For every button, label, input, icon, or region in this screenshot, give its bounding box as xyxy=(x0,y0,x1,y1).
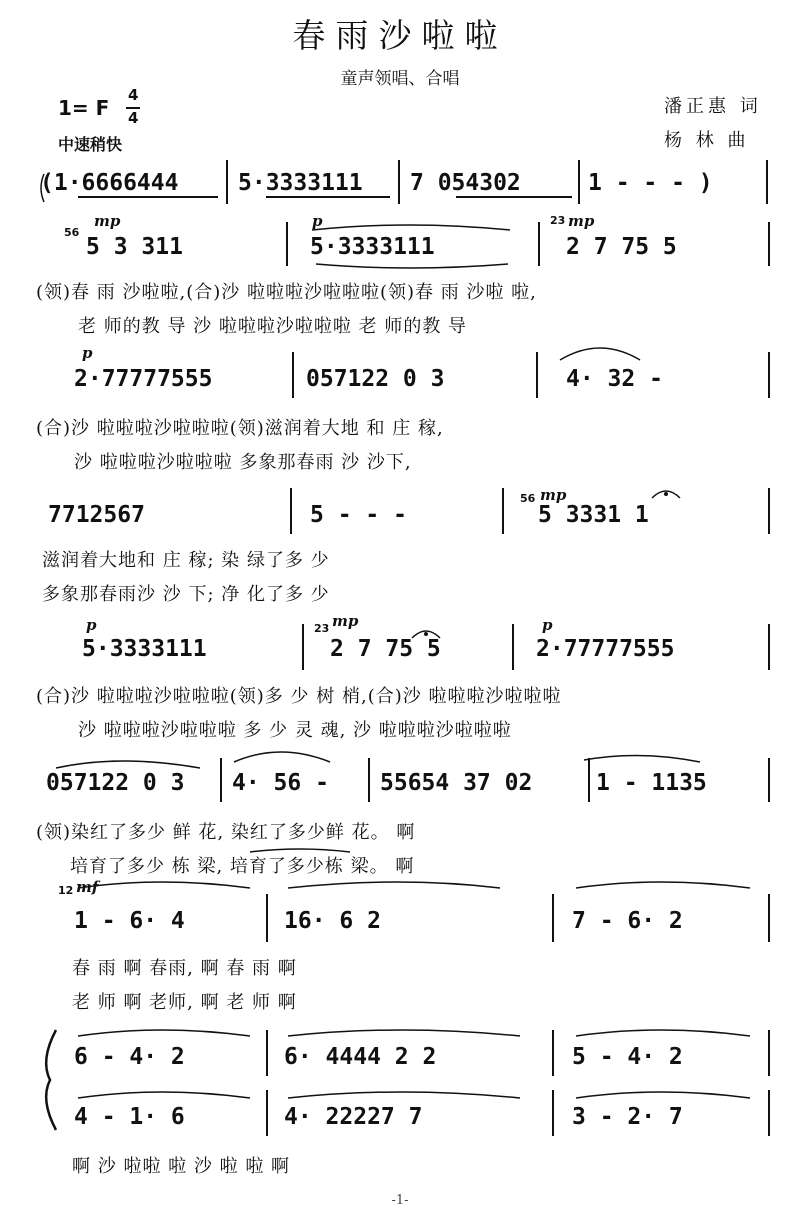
measure-3-2: 057122 0 3 xyxy=(306,366,445,392)
tempo-marking: 中速稍快 xyxy=(58,135,123,154)
lyric-line-2: 培育了多少 栋 梁, 培育了多少栋 梁。 啊 xyxy=(70,856,415,877)
dynamic-mf: mf xyxy=(76,878,99,896)
slur xyxy=(288,1092,520,1098)
slur xyxy=(584,755,700,762)
lyric-line-2: 老 师的教 导 沙 啦啦啦沙啦啦啦 老 师的教 导 xyxy=(78,316,468,337)
slur xyxy=(56,761,200,768)
slur xyxy=(78,882,250,888)
measure-4-2: 5 - - - xyxy=(310,502,407,528)
measure-2-3: 2 7 75 5 xyxy=(566,234,677,260)
measure-8-2: 6· 4444 2 2 xyxy=(284,1044,437,1070)
measure-5-2: 2 7 75 5 xyxy=(330,636,441,662)
time-signature-bottom: 4 xyxy=(128,109,139,127)
measure-8-3: 5 - 4· 2 xyxy=(572,1044,683,1070)
measure-2-2: 5·3333111 xyxy=(310,234,435,260)
grace-note: 23 xyxy=(550,214,566,227)
lyric-line-2: 老 师 啊 老师, 啊 老 师 啊 xyxy=(72,992,297,1013)
measure-5-1: 5·3333111 xyxy=(82,636,207,662)
lyric-line-1: (合)沙 啦啦啦沙啦啦啦(领)滋润着大地 和 庄 稼, xyxy=(36,418,444,439)
measure-5-3: 2·77777555 xyxy=(536,636,675,662)
grace-note: 56 xyxy=(64,226,80,239)
lyric-line-2: 沙 啦啦啦沙啦啦啦 多 少 灵 魂, 沙 啦啦啦沙啦啦啦 xyxy=(78,720,512,741)
measure-6-4: 1 - 1135 xyxy=(596,770,707,796)
part-brace xyxy=(46,1030,56,1130)
measure-8-1: 6 - 4· 2 xyxy=(74,1044,185,1070)
dynamic-mp: mp xyxy=(540,486,567,504)
key-signature: 1= F xyxy=(58,96,110,120)
measure-9-2: 4· 22227 7 xyxy=(284,1104,423,1130)
slur xyxy=(288,882,500,888)
lyric-line-1: (领)染红了多少 鲜 花, 染红了多少鲜 花。 啊 xyxy=(36,822,416,843)
composer-credit: 杨 林 曲 xyxy=(664,130,750,151)
measure-4-1: 7712567 xyxy=(48,502,145,528)
measure-1-3: 7 054302 xyxy=(410,170,521,196)
slur xyxy=(576,1030,750,1036)
song-title: 春雨沙啦啦 xyxy=(292,16,508,55)
lyricist-credit: 潘正惠 词 xyxy=(664,96,762,117)
measure-1-4: 1 - - - ) xyxy=(588,170,713,196)
dynamic-p: p xyxy=(82,344,93,362)
slur xyxy=(78,1030,250,1036)
measure-3-3: 4· 32 - xyxy=(566,366,663,392)
measure-6-1: 057122 0 3 xyxy=(46,770,185,796)
dynamic-p: p xyxy=(312,212,323,230)
measure-7-3: 7 - 6· 2 xyxy=(572,908,683,934)
dynamic-mp: mp xyxy=(568,212,595,230)
grace-note: 12 xyxy=(58,884,74,897)
measure-2-1: 5 3 311 xyxy=(86,234,183,260)
dynamic-p: p xyxy=(86,616,97,634)
dynamic-mp: mp xyxy=(332,612,359,630)
fermata-dot xyxy=(664,492,668,496)
slur xyxy=(250,849,350,852)
page-number: -1- xyxy=(391,1193,409,1208)
slur xyxy=(316,264,508,268)
slur xyxy=(576,1092,750,1098)
grace-note: 56 xyxy=(520,492,536,505)
lyric-line-1: 啊 沙 啦啦 啦 沙 啦 啦 啊 xyxy=(72,1156,291,1177)
dynamic-p: p xyxy=(542,616,553,634)
slur xyxy=(288,1030,520,1036)
measure-9-3: 3 - 2· 7 xyxy=(572,1104,683,1130)
lyric-line-1: (合)沙 啦啦啦沙啦啦啦(领)多 少 树 梢,(合)沙 啦啦啦沙啦啦啦 xyxy=(36,686,562,707)
grace-note: 23 xyxy=(314,622,330,635)
slur xyxy=(234,752,330,762)
lyric-line-1: (领)春 雨 沙啦啦,(合)沙 啦啦啦沙啦啦啦(领)春 雨 沙啦 啦, xyxy=(36,282,537,303)
measure-6-3: 55654 37 02 xyxy=(380,770,533,796)
measure-1-1: (1·6666444 xyxy=(40,170,179,196)
opening-bracket xyxy=(41,174,44,202)
measure-3-1: 2·77777555 xyxy=(74,366,213,392)
lyric-line-1: 春 雨 啊 春雨, 啊 春 雨 啊 xyxy=(72,958,297,979)
slur xyxy=(312,225,510,230)
time-signature-top: 4 xyxy=(128,86,139,104)
slur xyxy=(78,1092,250,1098)
measure-7-2: 16· 6 2 xyxy=(284,908,381,934)
lyric-line-2: 沙 啦啦啦沙啦啦啦 多象那春雨 沙 沙下, xyxy=(74,452,412,473)
slur xyxy=(576,882,750,888)
lyric-line-1: 滋润着大地和 庄 稼; 染 绿了多 少 xyxy=(42,550,330,571)
measure-7-1: 1 - 6· 4 xyxy=(74,908,185,934)
measure-1-2: 5·3333111 xyxy=(238,170,363,196)
measure-4-3: 5 3331 1 xyxy=(538,502,649,528)
slur xyxy=(560,348,640,360)
song-subtitle: 童声领唱、合唱 xyxy=(340,69,460,89)
measure-9-1: 4 - 1· 6 xyxy=(74,1104,185,1130)
measure-6-2: 4· 56 - xyxy=(232,770,329,796)
dynamic-mp: mp xyxy=(94,212,121,230)
lyric-line-2: 多象那春雨沙 沙 下; 净 化了多 少 xyxy=(42,584,330,605)
fermata-dot xyxy=(424,632,428,636)
